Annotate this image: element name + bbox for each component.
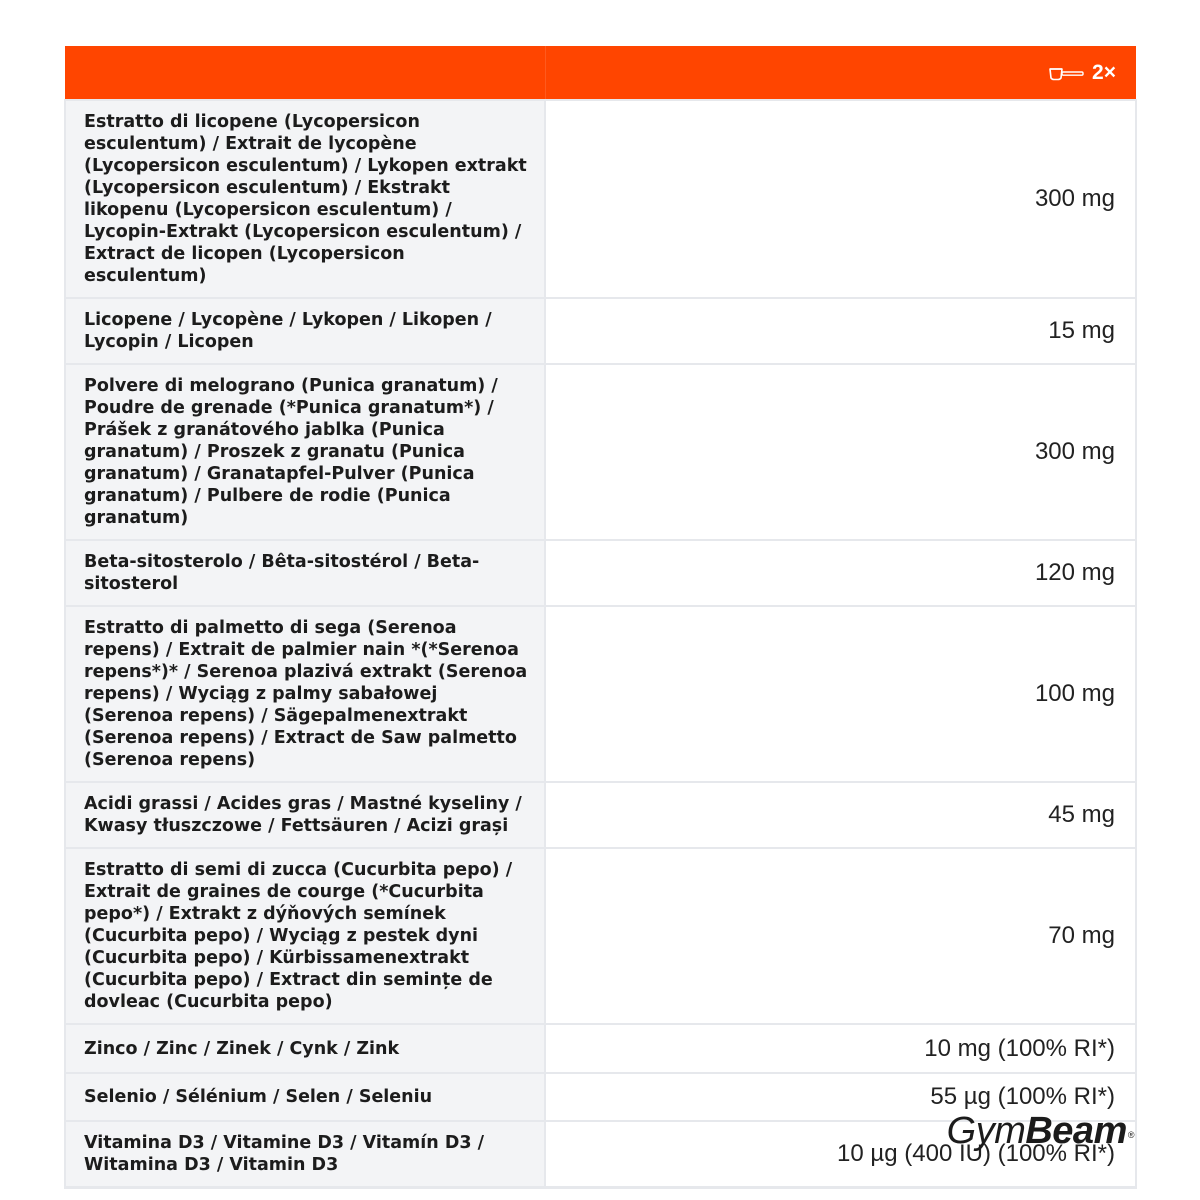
ingredient-name: Estratto di semi di zucca (Cucurbita pepo) / Extrait de graines de courge (*Cucurbita pepo*) / Extrakt z dýňových semínek (Cucurbita pepo) / Wyciąg z pestek dyni (Cucurbita pepo) / Kürbissamenextrakt (Cucurbita pepo) / Extract din semințe de dovleac (Cucurbita pepo) bbox=[65, 848, 545, 1024]
ingredient-amount: 15 mg bbox=[545, 298, 1136, 364]
ingredient-name: Estratto di palmetto di sega (Serenoa repens) / Extrait de palmier nain *(*Serenoa repens*)* / Serenoa plazivá extrakt (Serenoa repens) / Wyciąg z palmy sabałowej (Serenoa repens) / Sägepalmenextrakt (Serenoa repens) / Extract de Saw palmetto (Serenoa repens) bbox=[65, 606, 545, 782]
serving-count: 2× bbox=[1092, 60, 1116, 84]
registered-mark: ® bbox=[1127, 1130, 1134, 1140]
ingredient-name: Acidi grassi / Acides gras / Mastné kyseliny / Kwasy tłuszczowe / Fettsäuren / Acizi grași bbox=[65, 782, 545, 848]
table-row bbox=[65, 540, 1136, 606]
table-row bbox=[65, 848, 1136, 1024]
ingredient-amount: 55 µg (100% RI*) bbox=[545, 1073, 1136, 1121]
header-ingredient-cell bbox=[65, 46, 545, 100]
ingredient-amount: 300 mg bbox=[545, 364, 1136, 540]
ingredient-amount: 45 mg bbox=[545, 782, 1136, 848]
ingredient-amount: 10 mg (100% RI*) bbox=[545, 1024, 1136, 1073]
brand-name-bold: Beam bbox=[1025, 1110, 1127, 1152]
ingredient-name: Zinco / Zinc / Zinek / Cynk / Zink bbox=[65, 1024, 545, 1073]
ingredient-amount: 300 mg bbox=[545, 100, 1136, 298]
table-header-row bbox=[65, 46, 1136, 100]
nutrition-table bbox=[64, 46, 1137, 1189]
ingredient-amount: 10 µg (400 IU) (100% RI*) bbox=[545, 1121, 1136, 1188]
table-row bbox=[65, 606, 1136, 782]
brand-name-light: Gym bbox=[946, 1110, 1026, 1152]
ingredient-amount: 70 mg bbox=[545, 848, 1136, 1024]
ingredient-name: Vitamina D3 / Vitamine D3 / Vitamín D3 / Witamina D3 / Vitamin D3 bbox=[65, 1121, 545, 1188]
ingredient-name: Selenio / Sélénium / Selen / Seleniu bbox=[65, 1073, 545, 1121]
ingredient-name: Beta-sitosterolo / Bêta-sitostérol / Beta-sitosterol bbox=[65, 540, 545, 606]
table-row bbox=[65, 364, 1136, 540]
ingredient-amount: 100 mg bbox=[545, 606, 1136, 782]
brand-logo bbox=[947, 1108, 1134, 1154]
header-serving-cell bbox=[545, 46, 1136, 100]
table-row bbox=[65, 1024, 1136, 1073]
table-row bbox=[65, 298, 1136, 364]
ingredient-name: Estratto di licopene (Lycopersicon esculentum) / Extrait de lycopène (Lycopersicon esculentum) / Lykopen extrakt (Lycopersicon esculentum) / Ekstrakt likopenu (Lycopersicon esculentum) / Lycopin-Extrakt (Lycopersicon esculentum) / Extract de licopen (Lycopersicon esculentum) bbox=[65, 100, 545, 298]
table-row bbox=[65, 782, 1136, 848]
ingredient-name: Polvere di melograno (Punica granatum) / Poudre de grenade (*Punica granatum*) / Prášek z granátového jablka (Punica granatum) / Proszek z granatu (Punica granatum) / Granatapfel-Pulver (Punica granatum) / Pulbere de rodie (Punica granatum) bbox=[65, 364, 545, 540]
ingredient-name: Licopene / Lycopène / Lykopen / Likopen / Lycopin / Licopen bbox=[65, 298, 545, 364]
ingredient-amount: 120 mg bbox=[545, 540, 1136, 606]
table-row bbox=[65, 100, 1136, 298]
scoop-icon bbox=[1048, 65, 1084, 81]
